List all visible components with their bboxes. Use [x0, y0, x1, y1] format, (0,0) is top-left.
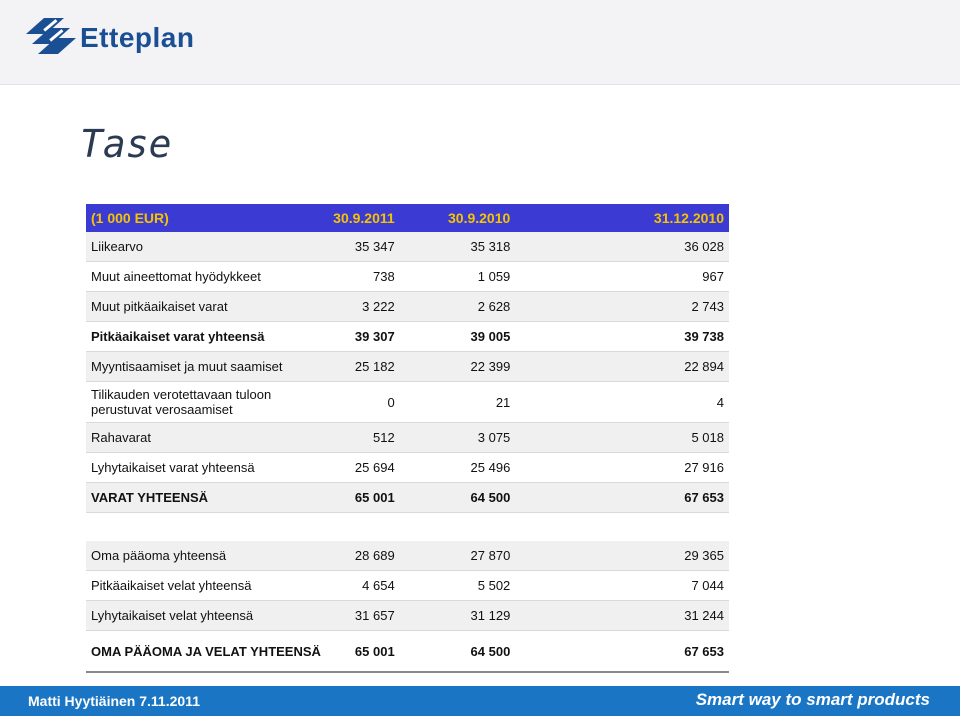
row-label: Oma pääoma yhteensä: [86, 541, 328, 571]
row-value: 36 028: [515, 232, 729, 262]
header-col-2010-q3: 30.9.2010: [400, 204, 516, 232]
row-label: Rahavarat: [86, 423, 328, 453]
table-row: [86, 601, 729, 631]
row-value: 27 870: [400, 541, 516, 571]
row-value: 64 500: [400, 631, 516, 673]
row-value: 29 365: [515, 541, 729, 571]
row-value: 35 318: [400, 232, 516, 262]
row-value: 21: [400, 382, 516, 423]
row-value: 0: [328, 382, 400, 423]
row-value: 1 059: [400, 262, 516, 292]
table-row: [86, 262, 729, 292]
row-value: 3 075: [400, 423, 516, 453]
row-value: 2 743: [515, 292, 729, 322]
row-value: 22 894: [515, 352, 729, 382]
balance-sheet-table: [86, 204, 729, 673]
table-row: [86, 453, 729, 483]
row-label: Muut pitkäaikaiset varat: [86, 292, 328, 322]
row-value: 2 628: [400, 292, 516, 322]
row-value: 31 129: [400, 601, 516, 631]
table-row: [86, 292, 729, 322]
table-spacer: [86, 513, 729, 542]
page-title: Tase: [80, 122, 172, 166]
header-bar: [0, 0, 960, 85]
table-row: [86, 423, 729, 453]
row-value: 65 001: [328, 483, 400, 513]
row-value: 512: [328, 423, 400, 453]
header-col-2011: 30.9.2011: [328, 204, 400, 232]
row-value: 39 738: [515, 322, 729, 352]
row-label: Pitkäaikaiset varat yhteensä: [86, 322, 328, 352]
row-value: 7 044: [515, 571, 729, 601]
table-row: [86, 232, 729, 262]
row-label: Lyhytaikaiset varat yhteensä: [86, 453, 328, 483]
table-row: [86, 483, 729, 513]
row-label: OMA PÄÄOMA JA VELAT YHTEENSÄ: [86, 631, 328, 673]
footer-bar: [0, 686, 960, 716]
table-header-row: [86, 204, 729, 232]
table-row: [86, 352, 729, 382]
row-label: Liikearvo: [86, 232, 328, 262]
row-label: Tilikauden verotettavaan tuloon perustuvat verosaamiset: [86, 382, 328, 423]
logo-wordmark: Etteplan: [80, 22, 195, 53]
row-value: 3 222: [328, 292, 400, 322]
row-label: Muut aineettomat hyödykkeet: [86, 262, 328, 292]
table-row: [86, 571, 729, 601]
row-value: 25 694: [328, 453, 400, 483]
row-value: 4: [515, 382, 729, 423]
row-value: 39 005: [400, 322, 516, 352]
row-value: 25 182: [328, 352, 400, 382]
row-label: Lyhytaikaiset velat yhteensä: [86, 601, 328, 631]
row-label: Myyntisaamiset ja muut saamiset: [86, 352, 328, 382]
row-value: 35 347: [328, 232, 400, 262]
header-unit-label: (1 000 EUR): [86, 204, 328, 232]
table-row: [86, 322, 729, 352]
row-value: 4 654: [328, 571, 400, 601]
row-label: Pitkäaikaiset velat yhteensä: [86, 571, 328, 601]
row-value: 31 244: [515, 601, 729, 631]
row-label: VARAT YHTEENSÄ: [86, 483, 328, 513]
row-value: 39 307: [328, 322, 400, 352]
row-value: 67 653: [515, 631, 729, 673]
row-value: 22 399: [400, 352, 516, 382]
footer-slogan: Smart way to smart products: [695, 690, 930, 709]
row-value: 5 018: [515, 423, 729, 453]
table-row: [86, 541, 729, 571]
row-value: 967: [515, 262, 729, 292]
table-row: [86, 631, 729, 673]
row-value: 67 653: [515, 483, 729, 513]
row-value: 28 689: [328, 541, 400, 571]
row-value: 64 500: [400, 483, 516, 513]
row-value: 31 657: [328, 601, 400, 631]
table-row: [86, 382, 729, 423]
row-value: 27 916: [515, 453, 729, 483]
row-value: 65 001: [328, 631, 400, 673]
footer-author-date: Matti Hyytiäinen 7.11.2011: [28, 693, 200, 709]
row-value: 738: [328, 262, 400, 292]
row-value: 25 496: [400, 453, 516, 483]
row-value: 5 502: [400, 571, 516, 601]
header-col-2010-ye: 31.12.2010: [515, 204, 729, 232]
